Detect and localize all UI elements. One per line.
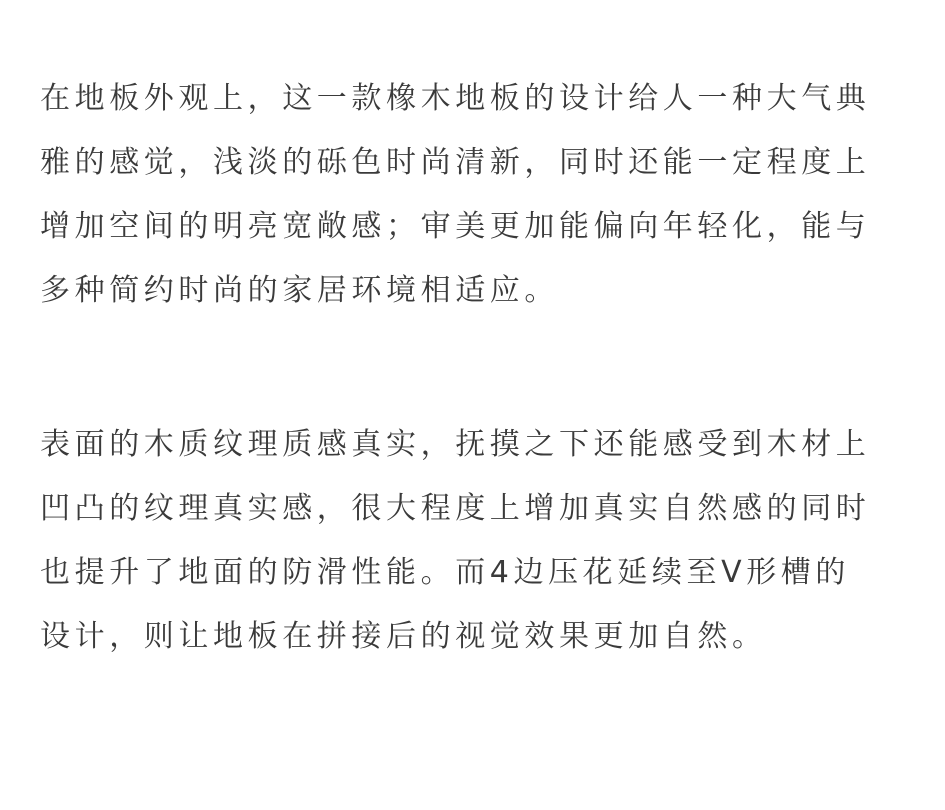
text-line: 也提升了地面的防滑性能。而4边压花延续至V形槽的 xyxy=(40,555,851,590)
text-line: 增加空间的明亮宽敞感；审美更加能偏向年轻化，能与 xyxy=(40,209,871,244)
text-line: 在地板外观上，这一款橡木地板的设计给人一种大气典 xyxy=(40,81,871,116)
text-line: 凹凸的纹理真实感，很大程度上增加真实自然感的同时 xyxy=(40,491,871,526)
text-line: 设计，则让地板在拼接后的视觉效果更加自然。 xyxy=(40,619,767,654)
text-line: 雅的感觉，浅淡的砾色时尚清新，同时还能一定程度上 xyxy=(40,145,871,180)
paragraph-appearance xyxy=(40,77,920,333)
text-line: 表面的木质纹理质感真实，抚摸之下还能感受到木材上 xyxy=(40,427,871,462)
paragraph-texture xyxy=(40,423,920,679)
text-line: 多种简约时尚的家居环境相适应。 xyxy=(40,273,559,308)
